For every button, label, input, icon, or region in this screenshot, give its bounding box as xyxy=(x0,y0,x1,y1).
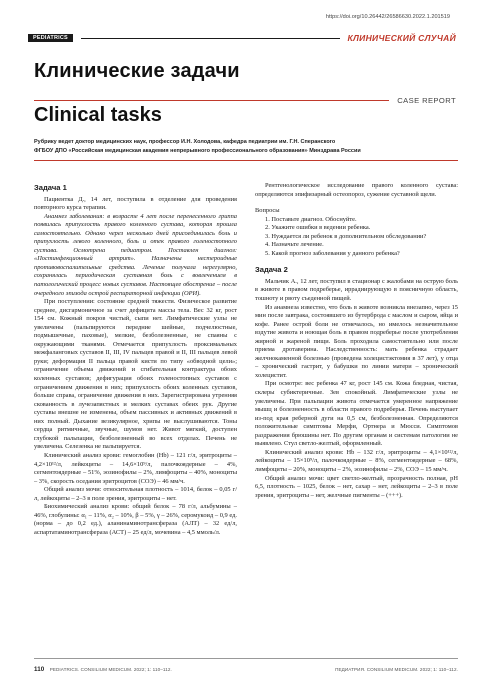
page-title-ru: Клинические задачи xyxy=(34,60,240,82)
task2-paragraph: При осмотре: вес ребенка 47 кг, рост 145 см. Кожа бледная, чистая, склеры субиктеричные. Зев спокойный. Лимфатические узлы не увеличены. При пальпации живота отмечается умеренное напряжение мышц и болезненность в области правого подреберья. Печень выступает из-под края реберной дуги на 0,5 см, безболезненная. Определяются положительные симптомы Мерфи, Ортнера и Мюсси. Симптомов раздражения брюшины нет. По другим органам и системам патологии не выявлено. Стул светло-желтый, оформленный. xyxy=(255,380,458,448)
question-item: 1. Поставьте диагноз. Обоснуйте. xyxy=(265,215,357,223)
header-divider xyxy=(81,38,340,39)
task1-paragraph: Клинический анализ крови: гемоглобин (Hb) – 121 г/л, эритроциты – 4,2×10¹²/л, лейкоциты – 14,6×10⁹/л, палочкоядерные – 4%, сегментоядерные – 51%, эозинофилы – 2%, лимфоциты – 40%, моноциты – 3%, скорость оседания эритроцитов (СОЭ) – 46 мм/ч. xyxy=(34,451,237,485)
task1-paragraph: Анамнез заболевания: в возрасте 4 лет после перенесенного гриппа появилась припухлость правого коленного сустава, которая прошла самостоятельно. Однако через несколько дней присоединилась боль и припухлость левого коленного, боль и отек правого голеностопного сустава. Осмотрена педиатром. Поставлен диагноз: «Постинфекционный артрит». Назначены нестероидные противовоспалительные средства. Лечение получала нерегулярно, сохранялась периодическая суставная боль с вовлечением в патологический процесс новых суставов. Настоящее обострение – после очередного эпизода острой респираторной инфекции (ОРИ). xyxy=(34,212,237,297)
question-item: 3. Нуждается ли ребенок в дополнительном обследовании? xyxy=(265,232,427,240)
task1-paragraph: Биохимический анализ крови: общий белок – 78 г/л, альбумины – 46%, глобулины: α₁ – 11%, α₂ – 10%, β – 5%, γ – 26%, серомукоид – 0,9 ед. (норма – до 0,2 ед.), аланинаминотрансфераза (АЛТ) – 32 ед/л, аспартатаминотрансфераза (АСТ) – 25 ед/л, мочевина – 4,5 ммоль/л. xyxy=(34,503,237,536)
task2-paragraph: Из анамнеза известно, что боль в животе возникла внезапно, через 15 мин после завтрака, состоявшего из бутерброда с маслом и сыром, яйца и кофе. Ранее острой боли не отмечалось, но имелось незначительное вздутие живота и ноющая боль в правом подреберье после употребления жирной и жареной пищи. Боль проходила самостоятельно или после приема дротаверина. Наследственность: мать ребенка страдает желчнокаменной болезнью (проведена холецистэктомия в 37 лет), у отца – хронический гастрит, у бабушки по линии матери – хронический холецистит. xyxy=(255,303,458,379)
task1-paragraph: Рентгенологическое исследование правого коленного сустава: определяются эпифизарный остеопороз, сужение суставной щели. xyxy=(255,182,458,198)
task1-paragraph: Пациентка Д., 14 лет, поступила в отделение для проведения повторного курса терапии. xyxy=(34,195,237,212)
task1-paragraph: При поступлении: состояние средней тяжести. Физическое развитие среднее, дисгармоничное за счет дефицита массы тела. Вес 32 кг, рост 154 см. Кожный покров чистый, сыпи нет. Лимфатические узлы не увеличены (пальпируются передние шейные, подчелюстные, подмышечные, паховые), мелкие, безболезненные, не спаяны с окружающими тканями. Отмечается припухлость проксимальных межфаланговых суставов II, III, IV пальцев правой и II, III пальцев левой руки; деформация II пальца правой кисти по типу «обводной цели»; ограничение объема движений и сгибательная контрактура обоих коленных суставов; дефигурация обоих голеностопных суставов с ограничением движения в них; припухлость обоих коленных суставов, больше справа, ограничение движения в них. Зарегистрирована утренняя скованность в лучезапястных и мелких суставах обеих рук. Другие суставы внешне не изменены, объем пассивных и активных движений в них полный. Дыхание везикулярное, хрипы не выслушиваются. Тоны сердца ритмичные, звучные, шумов нет. Живот мягкий, доступен глубокой пальпации, безболезненный во всех отделах. Печень не увеличена. Селезенка не пальпируется. xyxy=(34,298,237,451)
rubric-info xyxy=(34,138,458,155)
footer-journal-en: PEDIATRICS. CONSILIUM MEDICUM. 2022; 1: 110–112. xyxy=(49,667,172,672)
journal-logo: PEDIATRICS xyxy=(28,34,73,42)
article-body xyxy=(34,182,458,634)
footer-journal-ru: ПЕДИАТРИЯ. CONSILIUM MEDICUM. 2022; 1: 110–112. xyxy=(335,667,458,672)
task1-paragraph: Общий анализ мочи: относительная плотность – 1014, белок – 0,05 г/л, лейкоциты – 2–3 в поле зрения, эритроциты – нет. xyxy=(34,486,237,502)
task1-title: Задача 1 xyxy=(34,183,67,192)
section-label: КЛИНИЧЕСКИЙ СЛУЧАЙ xyxy=(347,33,456,43)
task2-paragraph: Мальчик А., 12 лет, поступил в стационар с жалобами на острую боль в животе в правом подреберье, иррадиирующую в поясничную область, тошноту и рвоту съеденной пищей. xyxy=(255,277,458,303)
heading-divider xyxy=(34,160,458,161)
left-column xyxy=(34,182,237,634)
rubric-institution-line: ФГБОУ ДПО «Российская медицинская академия непрерывного профессионального образования» Минздрава России xyxy=(34,147,361,154)
questions-title: Вопросы xyxy=(255,207,280,215)
page-title-en: Clinical tasks xyxy=(34,104,162,126)
question-item: 4. Назначьте лечение. xyxy=(265,241,324,249)
page-number: 110 xyxy=(34,666,45,673)
right-column xyxy=(255,182,458,634)
footer-left xyxy=(34,666,172,673)
task2-paragraph: Клинический анализ крови: Hb – 132 г/л, эритроциты – 4,1×10¹²/л, лейкоциты – 15×10⁹/л, палочкоядерные – 8%, сегментоядерные – 68%, лимфоциты – 20%, моноциты – 2%, эозинофилы – 2%, СОЭ – 15 мм/ч. xyxy=(255,448,458,473)
case-report-label: CASE REPORT xyxy=(397,96,456,105)
footer-divider xyxy=(34,658,458,659)
task2-title: Задача 2 xyxy=(255,265,288,275)
doi-link[interactable]: https://doi.org/10.26442/26586630.2022.1.201519 xyxy=(325,14,450,20)
case-report-divider xyxy=(34,100,389,101)
question-item: 5. Какой прогноз заболевания у данного ребенка? xyxy=(265,249,400,257)
journal-header xyxy=(28,32,456,44)
rubric-editor-line: Рубрику ведет доктор медицинских наук, профессор И.Н. Холодова, кафедра педиатрии им. Г.Н. Сперанского xyxy=(34,139,336,145)
page-footer xyxy=(34,666,458,673)
task2-paragraph: Общий анализ мочи: цвет светло-желтый, прозрачность полная, рН 6,5, плотность – 1025, белок – нет, сахар – нет, лейкоциты – 2–3 в поле зрения, эритроциты – нет, желчные пигменты – (+++). xyxy=(255,474,458,499)
question-item: 2. Укажите ошибки в ведении ребенка. xyxy=(265,224,371,232)
